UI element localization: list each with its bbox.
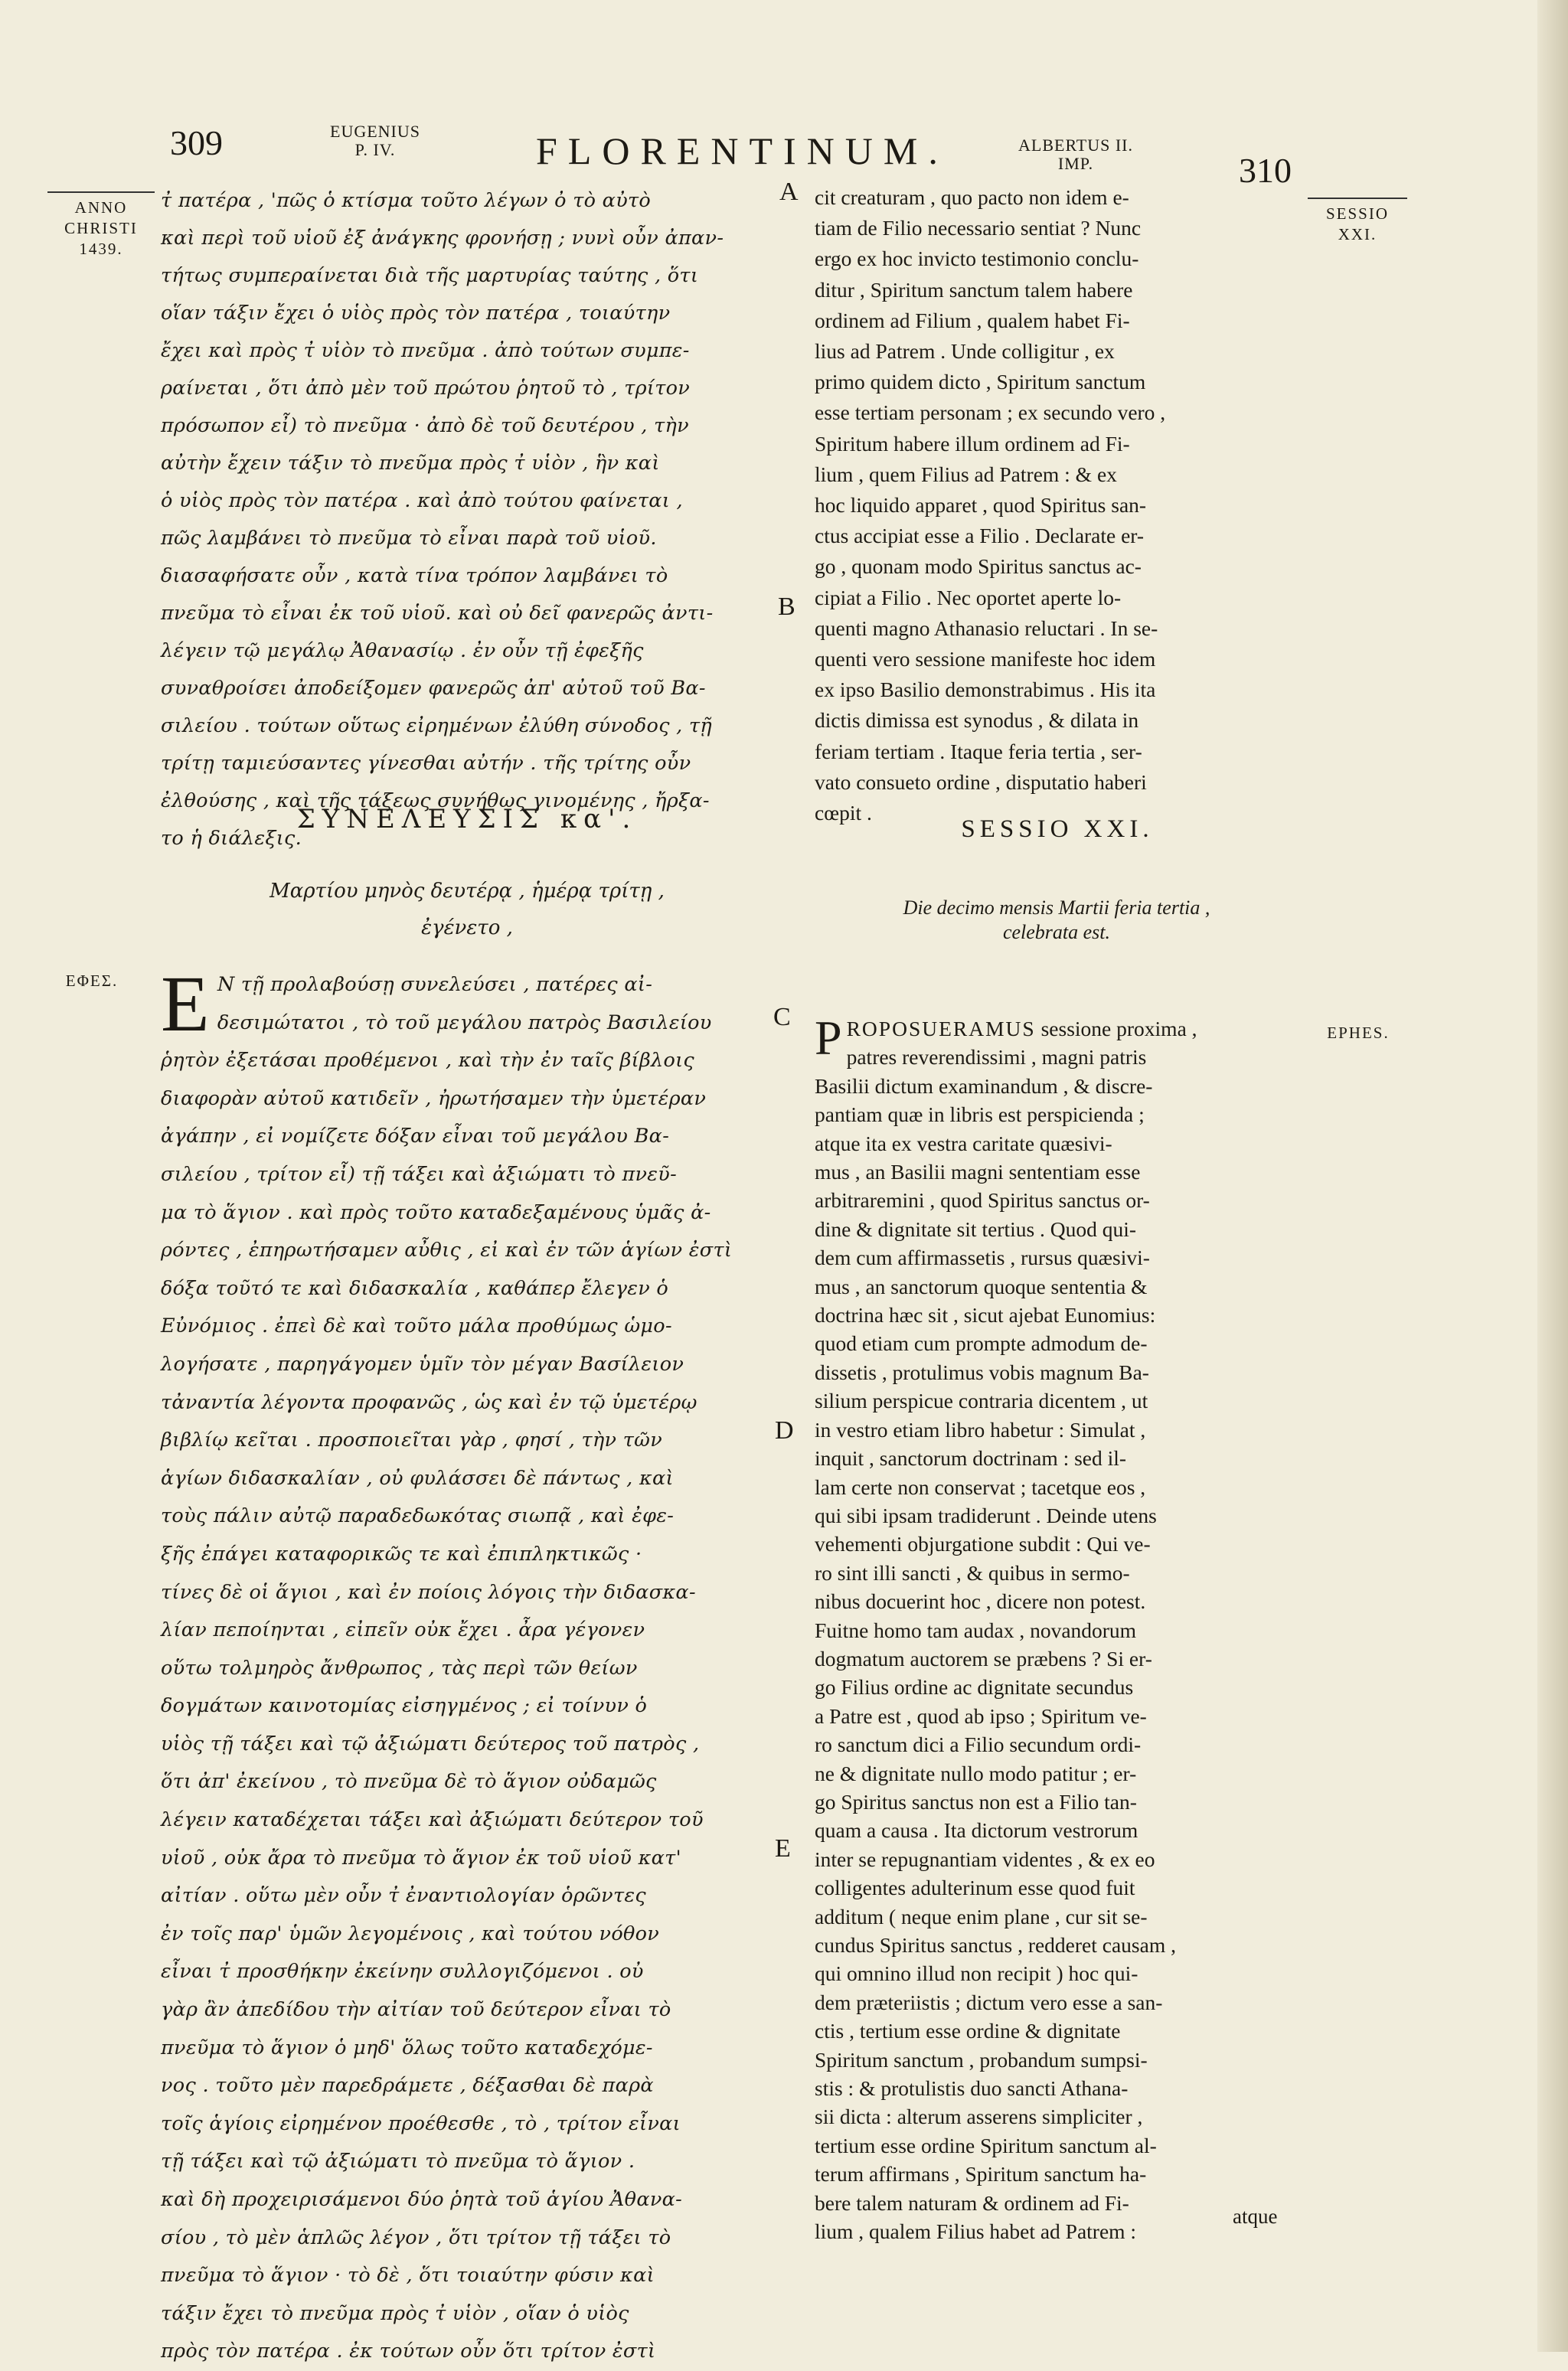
text-line: αἰτίαν . οὕτω μὲν οὖν τ̓ ἐναντιολογίαν ὁρῶντες bbox=[161, 1884, 646, 1908]
margin-sessio-note bbox=[1308, 198, 1407, 245]
text-line: ex ipso Basilio demonstrabimus . His ita bbox=[815, 678, 1156, 702]
text-line: ordinem ad Filium , qualem habet Fi- bbox=[815, 308, 1130, 332]
running-head-left bbox=[329, 122, 421, 159]
text-line: dine & dignitate sit tertius . Quod qui- bbox=[815, 1217, 1137, 1241]
running-head-right-line: ALBERTUS II. bbox=[1018, 136, 1134, 155]
margin-sessio-line: XXI. bbox=[1338, 225, 1377, 243]
text-line: ro sanctum dici a Filio secundum ordi- bbox=[815, 1733, 1142, 1757]
section-letter-d: D bbox=[775, 1416, 794, 1445]
text-line: terum affirmans , Spiritum sanctum ha- bbox=[815, 2162, 1147, 2186]
latin-drop-cap: P bbox=[815, 1011, 842, 1065]
text-line: dogmatum auctorem se præbens ? Si er- bbox=[815, 1646, 1152, 1670]
text-line: πνεῦμα τὸ ἅγιον ὁ μηδ' ὅλως τοῦτο καταδεχόμε- bbox=[161, 2036, 653, 2059]
text-line: οἵαν τάξιν ἔχει ὁ υἱὸς πρὸς τὸν πατέρα , τοιαύτην bbox=[161, 302, 671, 325]
text-line: Spiritum habere illum ordinem ad Fi- bbox=[815, 431, 1130, 456]
text-line: δόξα τοῦτό τε καὶ διδασκαλία , καθάπερ ἔλεγεν ὁ bbox=[161, 1276, 669, 1300]
text-line: πρὸς τὸν πατέρα . ἐκ τούτων οὖν ὅτι τρίτον ἐστὶ bbox=[161, 2340, 656, 2363]
page-gutter-shadow bbox=[1537, 0, 1568, 2352]
running-head-right-line: IMP. bbox=[1057, 154, 1094, 173]
text-line: βιβλίῳ κεῖται . προσποιεῖται γὰρ , φησί , τὴν τῶν bbox=[161, 1429, 663, 1452]
text-line: ne & dignitate nullo modo patitur ; er- bbox=[815, 1761, 1137, 1785]
text-line: νος . τοῦτο μὲν παρεδράμετε , δέξασθαι δὲ παρὰ bbox=[161, 2074, 654, 2098]
text-line: cit creaturam , quo pacto non idem e- bbox=[815, 185, 1129, 209]
text-line: τάξιν ἔχει τὸ πνεῦμα πρὸς τ̓ υἱὸν , οἵαν ὁ υἱὸς bbox=[161, 2301, 629, 2325]
running-head-left-line: P. IV. bbox=[354, 140, 396, 159]
text-line: σίου , τὸ μὲν ἁπλῶς λέγον , ὅτι τρίτον τῇ τάξει τὸ bbox=[161, 2226, 671, 2249]
text-line: sessione proxima , bbox=[1040, 1017, 1197, 1040]
text-line: primo quidem dicto , Spiritum sanctum bbox=[815, 370, 1146, 394]
text-line: vato consueto ordine , disputatio haberi bbox=[815, 769, 1147, 794]
text-line: arbitraremini , quod Spiritus sanctus or- bbox=[815, 1188, 1150, 1213]
text-line: cœpit . bbox=[815, 801, 872, 825]
greek-date-line: ἐγένετο , bbox=[421, 916, 513, 939]
text-line: εἶναι τ̓ προσθήκην ἐκείνην συλλογιζόμενοι . οὐ bbox=[161, 1960, 644, 1984]
greek-session-heading: ΣΥΝΕΛΕΥΣΙΣ κα'. bbox=[296, 804, 638, 834]
latin-text-top bbox=[815, 182, 1300, 828]
text-line: ἐν τοῖς παρ' ὑμῶν λεγομένοις , καὶ τούτου νόθον bbox=[161, 1922, 660, 1945]
text-line: τἀναντία λέγοντα προφανῶς , ὡς καὶ ἐν τῷ ὑμετέρῳ bbox=[161, 1390, 697, 1414]
section-letter-e: E bbox=[775, 1834, 791, 1863]
text-line: καὶ δὴ προχειρισάμενοι δύο ῥητὰ τοῦ ἁγίου Ἀθανα- bbox=[161, 2188, 683, 2211]
text-line: feriam tertiam . Itaque feria tertia , ser- bbox=[815, 739, 1142, 763]
text-line: αὐτὴν ἔχειν τάξιν τὸ πνεῦμα πρὸς τ̓ υἱὸν , ἣν καὶ bbox=[161, 452, 660, 475]
text-line: ὁ υἱὸς πρὸς τὸν πατέρα . καὶ ἀπὸ τούτου φαίνεται , bbox=[161, 489, 683, 512]
margin-note-ephes-latin: EPHES. bbox=[1327, 1024, 1390, 1042]
text-line: dictis dimissa est synodus , & dilata in bbox=[815, 708, 1139, 733]
text-line: τήτως συμπεραίνεται διὰ τῆς μαρτυρίας ταύτης , ὅτι bbox=[161, 264, 699, 287]
text-line: ἁγίων διδασκαλίαν , οὐ φυλάσσει δὲ πάντως , καὶ bbox=[161, 1466, 674, 1490]
running-title: FLORENTINUM. bbox=[536, 129, 949, 172]
page-number-left: 309 bbox=[170, 123, 223, 162]
greek-date-line: Μαρτίου μηνὸς δευτέρᾳ , ἡμέρᾳ τρίτῃ , bbox=[270, 880, 665, 903]
text-line: λέγειν καταδέχεται τάξει καὶ ἀξιώματι δεύτερον τοῦ bbox=[161, 1808, 704, 1832]
text-line: λίαν πεποίηνται , εἰπεῖν οὐκ ἔχει . ἆρα γέγονεν bbox=[161, 1618, 645, 1642]
latin-text-body bbox=[815, 1011, 1300, 2245]
text-line: διασαφήσατε οὖν , κατὰ τίνα τρόπον λαμβάνει τὸ bbox=[161, 564, 668, 587]
margin-year-line: CHRISTI bbox=[64, 219, 138, 237]
text-line: cipiat a Filio . Nec oportet aperte lo- bbox=[815, 585, 1122, 609]
text-line: υἱοῦ , οὐκ ἄρα τὸ πνεῦμα τὸ ἅγιον ἐκ τοῦ υἱοῦ κατ' bbox=[161, 1846, 681, 1870]
text-line: qui omnino illud non recipit ) hoc qui- bbox=[815, 1961, 1138, 1986]
text-line: ξῆς ἐπάγει καταφορικῶς τε καὶ ἐπιπληκτικῶς · bbox=[161, 1542, 642, 1566]
text-line: τ̓ πατέρα , 'πῶς ὁ κτίσμα τοῦτο λέγων ὀ τὸ αὐτὸ bbox=[161, 189, 652, 212]
margin-year-line: 1439. bbox=[79, 240, 123, 258]
text-line: δεσιμώτατοι , τὸ τοῦ μεγάλου πατρὸς Βασιλείου bbox=[217, 1011, 712, 1034]
text-line: ἐλθούσης , καὶ τῆς τάξεως συνήθως γινομένης , ἤρξα- bbox=[161, 789, 710, 812]
text-line: πῶς λαμβάνει τὸ πνεῦμα τὸ εἶναι παρὰ τοῦ υἱοῦ. bbox=[161, 527, 657, 550]
text-line: doctrina hæc sit , sicut ajebat Eunomius: bbox=[815, 1303, 1156, 1328]
text-line: tertium esse ordine Spiritum sanctum al- bbox=[815, 2133, 1157, 2157]
text-line: διαφορὰν αὐτοῦ κατιδεῖν , ἠρωτήσαμεν τὴν ὑμετέραν bbox=[161, 1086, 707, 1110]
text-line: υἱὸς τῇ τάξει καὶ τῷ ἀξιώματι δεύτερος τοῦ πατρὸς , bbox=[161, 1732, 700, 1755]
latin-body-lines bbox=[815, 1011, 1197, 2244]
section-letter-b: B bbox=[778, 593, 795, 621]
margin-sessio-line: SESSIO bbox=[1325, 204, 1390, 223]
section-letter-a: A bbox=[779, 178, 799, 206]
text-line: esse tertiam personam ; ex secundo vero , bbox=[815, 400, 1166, 425]
section-letter-c: C bbox=[773, 1003, 791, 1031]
text-line: inquit , sanctorum doctrinam : sed il- bbox=[815, 1446, 1127, 1471]
text-line: μα τὸ ἅγιον . καὶ πρὸς τοῦτο καταδεξαμένους ὑμᾶς ἀ- bbox=[161, 1200, 711, 1224]
greek-text-top bbox=[161, 182, 773, 857]
text-line: pantiam quæ in libris est perspicienda ; bbox=[815, 1102, 1145, 1127]
text-line: mus , an Basilii magni sententiam esse bbox=[815, 1160, 1141, 1184]
greek-session-date bbox=[184, 873, 750, 946]
text-line: Ν τῇ προλαβούσῃ συνελεύσει , πατέρες αἰ- bbox=[217, 973, 653, 996]
margin-note-ephes-greek: ΕΦΕΣ. bbox=[65, 972, 119, 990]
text-line: bere talem naturam & ordinem ad Fi- bbox=[815, 2190, 1129, 2215]
text-line: ctus accipiat esse a Filio . Declarate er- bbox=[815, 524, 1145, 548]
text-line: τῇ τάξει καὶ τῷ ἀξιώματι τὸ πνεῦμα τὸ ἅγιον . bbox=[161, 2150, 635, 2173]
text-line: lam certe non conservat ; tacetque eos , bbox=[815, 1475, 1146, 1499]
text-line: σιλείου , τρίτον εἶ) τῇ τάξει καὶ ἀξιώματι τὸ πνεῦ- bbox=[161, 1162, 678, 1186]
text-line: stis : & protulistis duo sancti Athana- bbox=[815, 2076, 1129, 2101]
text-line: inter se repugnantiam videntes , & ex eo bbox=[815, 1847, 1155, 1871]
margin-year-note bbox=[47, 191, 155, 260]
text-line: τρίτῃ ταμιεύσαντες γίνεσθαι αὐτήν . τῆς τρίτης οὖν bbox=[161, 752, 691, 775]
text-line: in vestro etiam libro habetur : Simulat , bbox=[815, 1417, 1146, 1442]
text-line: lium , quem Filius ad Patrem : & ex bbox=[815, 462, 1117, 486]
text-line: sii dicta : alterum asserens simpliciter , bbox=[815, 2105, 1143, 2129]
text-line: quenti vero sessione manifeste hoc idem bbox=[815, 647, 1156, 671]
text-line: ro sint illi sancti , & quibus in sermo- bbox=[815, 1560, 1130, 1585]
latin-session-date bbox=[835, 896, 1279, 945]
text-line: go Spiritus sanctus non est a Filio tan- bbox=[815, 1789, 1137, 1814]
greek-text-body bbox=[161, 960, 773, 2371]
latin-date-line: Die decimo mensis Martii feria tertia , bbox=[903, 896, 1210, 919]
text-line: cundus Spiritus sanctus , redderet causam , bbox=[815, 1933, 1176, 1957]
text-line: Spiritum sanctum , probandum sumpsi- bbox=[815, 2047, 1148, 2072]
text-line: additum ( neque enim plane , cur sit se- bbox=[815, 1904, 1148, 1928]
greek-drop-cap: Ε bbox=[161, 960, 210, 1048]
latin-first-word: ROPOSUERAMUS bbox=[846, 1017, 1036, 1040]
running-head-left-line: EUGENIUS bbox=[330, 122, 420, 141]
text-line: πρόσωπον εἶ) τὸ πνεῦμα · ἀπὸ δὲ τοῦ δευτέρου , τὴν bbox=[161, 414, 689, 437]
text-line: silium perspicue contraria dicentem , ut bbox=[815, 1389, 1148, 1413]
margin-year-line: ANNO bbox=[74, 198, 128, 217]
text-line: quam a causa . Ita dictorum vestrorum bbox=[815, 1818, 1138, 1843]
text-line: ditur , Spiritum sanctum talem habere bbox=[815, 277, 1133, 302]
text-line: a Patre est , quod ab ipso ; Spiritum ve- bbox=[815, 1703, 1147, 1728]
text-line: patres reverendissimi , magni patris bbox=[846, 1045, 1147, 1070]
text-line: colligentes adulterinum esse quod fuit bbox=[815, 1876, 1135, 1900]
text-line: τίνες δὲ οἱ ἅγιοι , καὶ ἐν ποίοις λόγοις τὴν διδασκα- bbox=[161, 1580, 696, 1604]
text-line: Εὐνόμιος . ἐπεὶ δὲ καὶ τοῦτο μάλα προθύμως ὡμο- bbox=[161, 1315, 672, 1338]
text-line: καὶ περὶ τοῦ υἱοῦ ἐξ ἀνάγκης φρονήσῃ ; νυνὶ οὖν ἀπαν- bbox=[161, 227, 724, 250]
text-line: τοῖς ἁγίοις εἰρημένον προέθεσθε , τὸ , τρίτον εἶναι bbox=[161, 2111, 681, 2135]
latin-catchword: atque bbox=[1233, 2205, 1278, 2228]
text-line: το ἡ διάλεξις. bbox=[161, 827, 302, 850]
text-line: Basilii dictum examinandum , & discre- bbox=[815, 1073, 1153, 1098]
text-line: τοὺς πάλιν αὐτῷ παραδεδωκότας σιωπᾷ , καὶ ἐφε- bbox=[161, 1504, 675, 1528]
text-line: ρόντες , ἐπηρωτήσαμεν αὖθις , εἰ καὶ ἐν τῶν ἁγίων ἐστὶ bbox=[161, 1239, 733, 1262]
text-line: λέγειν τῷ μεγάλῳ Ἀθανασίῳ . ἐν οὖν τῇ ἐφεξῆς bbox=[161, 639, 644, 662]
text-line: γὰρ ἂν ἀπεδίδου τὴν αἰτίαν τοῦ δεύτερον εἶναι τὸ bbox=[161, 1998, 671, 2022]
latin-session-heading: SESSIO XXI. bbox=[961, 815, 1154, 843]
text-line: dissetis , protulimus vobis magnum Ba- bbox=[815, 1360, 1149, 1384]
text-line: ἀγάπην , εἰ νομίζετε δόξαν εἶναι τοῦ μεγάλου Βα- bbox=[161, 1125, 670, 1148]
text-line: atque ita ex vestra caritate quæsivi- bbox=[815, 1131, 1112, 1155]
text-line: πνεῦμα τὸ ἅγιον · τὸ δὲ , ὅτι τοιαύτην φύσιν καὶ bbox=[161, 2264, 655, 2288]
text-line: δογμάτων καινοτομίας εἰσηγμένος ; εἰ τοίνυν ὁ bbox=[161, 1694, 648, 1718]
text-line: ctis , tertium esse ordine & dignitate bbox=[815, 2019, 1121, 2043]
text-line: quenti magno Athanasio reluctari . In se- bbox=[815, 616, 1158, 640]
text-line: οὕτω τολμηρὸς ἄνθρωπος , τὰς περὶ τῶν θείων bbox=[161, 1656, 638, 1680]
text-line: συναθροίσει ἀποδείξομεν φανερῶς ἀπ' αὐτοῦ τοῦ Βα- bbox=[161, 677, 706, 700]
text-line: mus , an sanctorum quoque sententia & bbox=[815, 1274, 1148, 1298]
text-line: ἔχει καὶ πρὸς τ̓ υἱὸν τὸ πνεῦμα . ἀπὸ τούτων συμπε- bbox=[161, 339, 690, 362]
text-line: go Filius ordine ac dignitate secundus bbox=[815, 1675, 1134, 1700]
text-line: nibus docuerint hoc , dicere non potest. bbox=[815, 1589, 1146, 1614]
latin-date-line: celebrata est. bbox=[1002, 921, 1111, 943]
text-line: lius ad Patrem . Unde colligitur , ex bbox=[815, 339, 1115, 364]
text-line: ὅτι ἀπ' ἐκείνου , τὸ πνεῦμα δὲ τὸ ἅγιον οὐδαμῶς bbox=[161, 1770, 657, 1794]
text-line: πνεῦμα τὸ εἶναι ἐκ τοῦ υἱοῦ. καὶ οὐ δεῖ φανερῶς ἀντι- bbox=[161, 602, 714, 625]
page-number-right: 310 bbox=[1239, 151, 1292, 190]
text-line: go , quonam modo Spiritus sanctus ac- bbox=[815, 554, 1142, 579]
text-line: vehementi objurgatione subdit : Qui ve- bbox=[815, 1532, 1151, 1556]
running-head-right bbox=[1018, 136, 1133, 173]
text-line: qui sibi ipsam tradiderunt . Deinde utens bbox=[815, 1503, 1157, 1527]
text-line: tiam de Filio necessario sentiat ? Nunc bbox=[815, 216, 1142, 240]
greek-body-lines bbox=[161, 960, 773, 2371]
text-line: quod etiam cum prompte admodum de- bbox=[815, 1331, 1148, 1356]
text-line: dem cum affirmassetis , rursus quæsivi- bbox=[815, 1246, 1150, 1270]
text-line: Fuitne homo tam audax , novandorum bbox=[815, 1618, 1137, 1642]
text-line: ergo ex hoc invicto testimonio conclu- bbox=[815, 247, 1139, 271]
text-line: λογήσατε , παρηγάγομεν ὑμῖν τὸν μέγαν Βασίλειον bbox=[161, 1352, 684, 1376]
text-line: ραίνεται , ὅτι ἀπὸ μὲν τοῦ πρώτου ῥητοῦ τὸ , τρίτον bbox=[161, 377, 691, 400]
text-line: σιλείου . τούτων οὕτως εἰρημένων ἐλύθη σύνοδος , τῇ bbox=[161, 714, 712, 737]
text-line: hoc liquido apparet , quod Spiritus san- bbox=[815, 493, 1147, 518]
text-line: lium , qualem Filius habet ad Patrem : bbox=[815, 2219, 1137, 2244]
text-line: dem præteriistis ; dictum vero esse a san- bbox=[815, 1990, 1163, 2014]
text-line: ῥητὸν ἐξετάσαι προθέμενοι , καὶ τὴν ἐν ταῖς βίβλοις bbox=[161, 1049, 694, 1073]
